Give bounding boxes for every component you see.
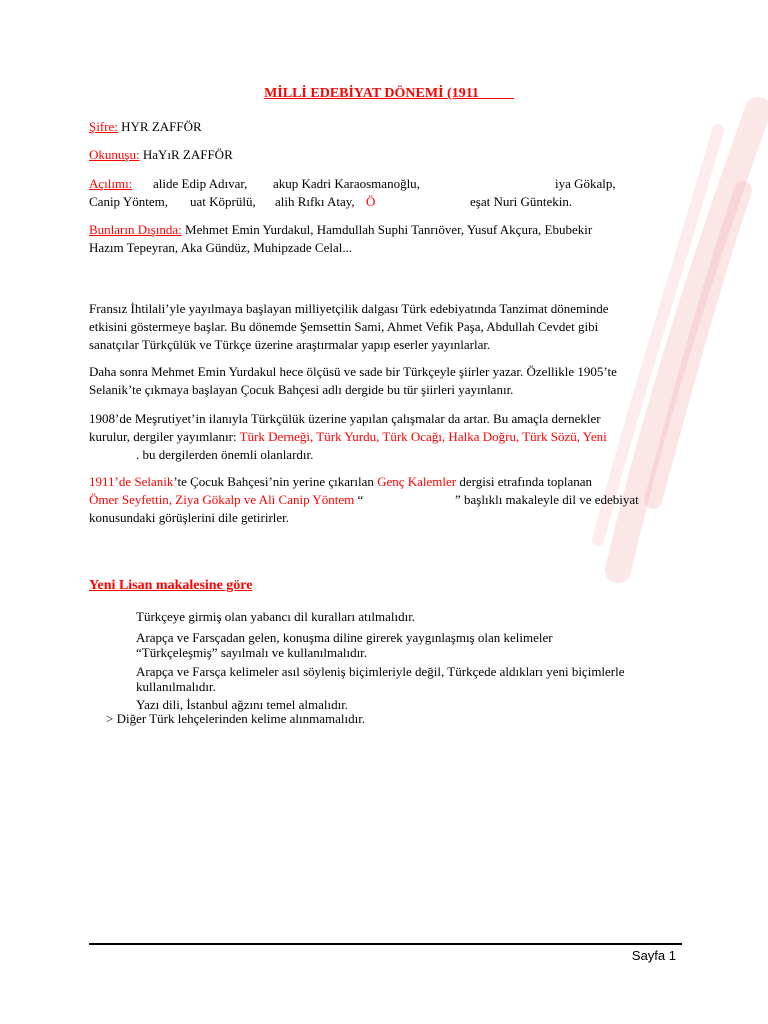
para4-line-1 <box>89 473 592 491</box>
rule-4: Yazı dili, İstanbul ağzını temel almalıdır. <box>136 697 349 712</box>
section-heading: Yeni Lisan makalesine göre <box>89 578 253 593</box>
para2-line-2: Selanik’te çıkmaya başlayan Çocuk Bahçesi adlı dergide bu tür şiirleri yayınlanır. <box>89 382 514 397</box>
para4-place: 1911’de Selanik <box>89 474 174 489</box>
acilimi-item-ziya: iya Gökalp, <box>555 176 616 191</box>
decorative-brush-strokes <box>508 70 768 630</box>
acilimi-item-halide: alide Edip Adıvar, <box>153 176 248 191</box>
sifre-line <box>89 118 202 136</box>
acilimi-item-omer: Ö <box>366 194 376 209</box>
acilimi-item-resat: eşat Nuri Güntekin. <box>470 194 573 209</box>
bunlarin-label: Bunların Dışında: <box>89 222 182 237</box>
acilimi-line-2 <box>89 193 689 211</box>
para4-quote-close <box>455 491 639 509</box>
footer-divider <box>89 943 682 945</box>
para4-quote-close-mark: ” <box>455 492 461 507</box>
bunlarin-line-2: Hazım Tepeyran, Aka Gündüz, Muhipzade Celal... <box>89 240 353 255</box>
bunlarin-line-1 <box>89 221 592 239</box>
para3-line-1: 1908’de Meşrutiyet’in ilanıyla Türkçülük üzerine yapılan çalışmalar da artar. Bu amaçla dernekler <box>89 411 601 426</box>
para3-journals: Türk Derneği, Türk Yurdu, Türk Ocağı, Halka Doğru, Türk Sözü, Yeni <box>239 429 607 444</box>
para4-text-1: ’te Çocuk Bahçesi’nin yerine çıkarılan <box>173 474 378 489</box>
para3-text: kurulur, dergiler yayımlanır: <box>89 429 240 444</box>
para4-magazine: Genç Kalemler <box>377 474 457 489</box>
para4-authors: Ömer Seyfettin, Ziya Gökalp ve Ali Canip Yöntem <box>89 492 355 507</box>
para4-quote-open: “ <box>354 492 364 507</box>
para1-line-2: etkisini göstermeye başlar. Bu dönemde Şemsettin Sami, Ahmet Vefik Paşa, Abdullah Cevdet gibi <box>89 319 599 334</box>
sifre-value: HYR ZAFFÖR <box>117 119 202 134</box>
acilimi-line-1 <box>89 175 689 193</box>
bunlarin-text-1: Mehmet Emin Yurdakul, Hamdullah Suphi Tanrıöver, Yusuf Akçura, Ebubekir <box>181 222 593 237</box>
para4-line-2 <box>89 491 689 509</box>
rule-1: Türkçeye girmiş olan yabancı dil kuralları atılmalıdır. <box>136 609 416 624</box>
okunusu-value: HaYıR ZAFFÖR <box>139 147 233 162</box>
para4-text-2: dergisi etrafında toplanan <box>456 474 592 489</box>
acilimi-item-canip: Canip Yöntem, <box>89 194 168 209</box>
para4-text-3: başlıklı makaleyle dil ve edebiyat <box>460 492 639 507</box>
acilimi-label: Açılımı: <box>89 176 133 191</box>
page-number: Sayfa 1 <box>631 948 676 963</box>
okunusu-line <box>89 146 233 164</box>
para1-line-1: Fransız İhtilali’yle yayılmaya başlayan milliyetçilik dalgası Türk edebiyatında Tanzimat döneminde <box>89 301 609 316</box>
okunusu-label: Okunuşu: <box>89 147 140 162</box>
para4-line-3: konusundaki görüşlerini dile getirirler. <box>89 510 290 525</box>
rule-2-line-2: “Türkçeleşmiş” sayılmalı ve kullanılmalıdır. <box>136 645 368 660</box>
acilimi-item-fuat: uat Köprülü, <box>190 194 256 209</box>
rule-2-line-1: Arapça ve Farsçadan gelen, konuşma diline girerek yaygınlaşmış olan kelimeler <box>136 630 553 645</box>
acilimi-item-falih: alih Rıfkı Atay, <box>275 194 355 209</box>
sifre-label: Şifre: <box>89 119 118 134</box>
rule-5: > Diğer Türk lehçelerinden kelime alınmamalıdır. <box>106 711 366 726</box>
para2-line-1: Daha sonra Mehmet Emin Yurdakul hece ölçüsü ve sade bir Türkçeyle şiirler yazar. Özellikle 1905’te <box>89 364 617 379</box>
para1-line-3: sanatçılar Türkçülük ve Türkçe üzerine araştırmalar yapıp eserler yayınlarlar. <box>89 337 491 352</box>
rule-3-line-2: kullanılmalıdır. <box>136 679 216 694</box>
para3-line-3: . bu dergilerden önemli olanlardır. <box>136 447 314 462</box>
document-title: MİLLİ EDEBİYAT DÖNEMİ (1911_____ <box>264 86 514 101</box>
acilimi-item-yakup: akup Kadri Karaosmanoğlu, <box>273 176 420 191</box>
rule-3-line-1: Arapça ve Farsça kelimeler asıl söyleniş biçimleriyle değil, Türkçede aldıkları yeni biçimlerle <box>136 664 625 679</box>
para3-line-2 <box>89 428 607 446</box>
